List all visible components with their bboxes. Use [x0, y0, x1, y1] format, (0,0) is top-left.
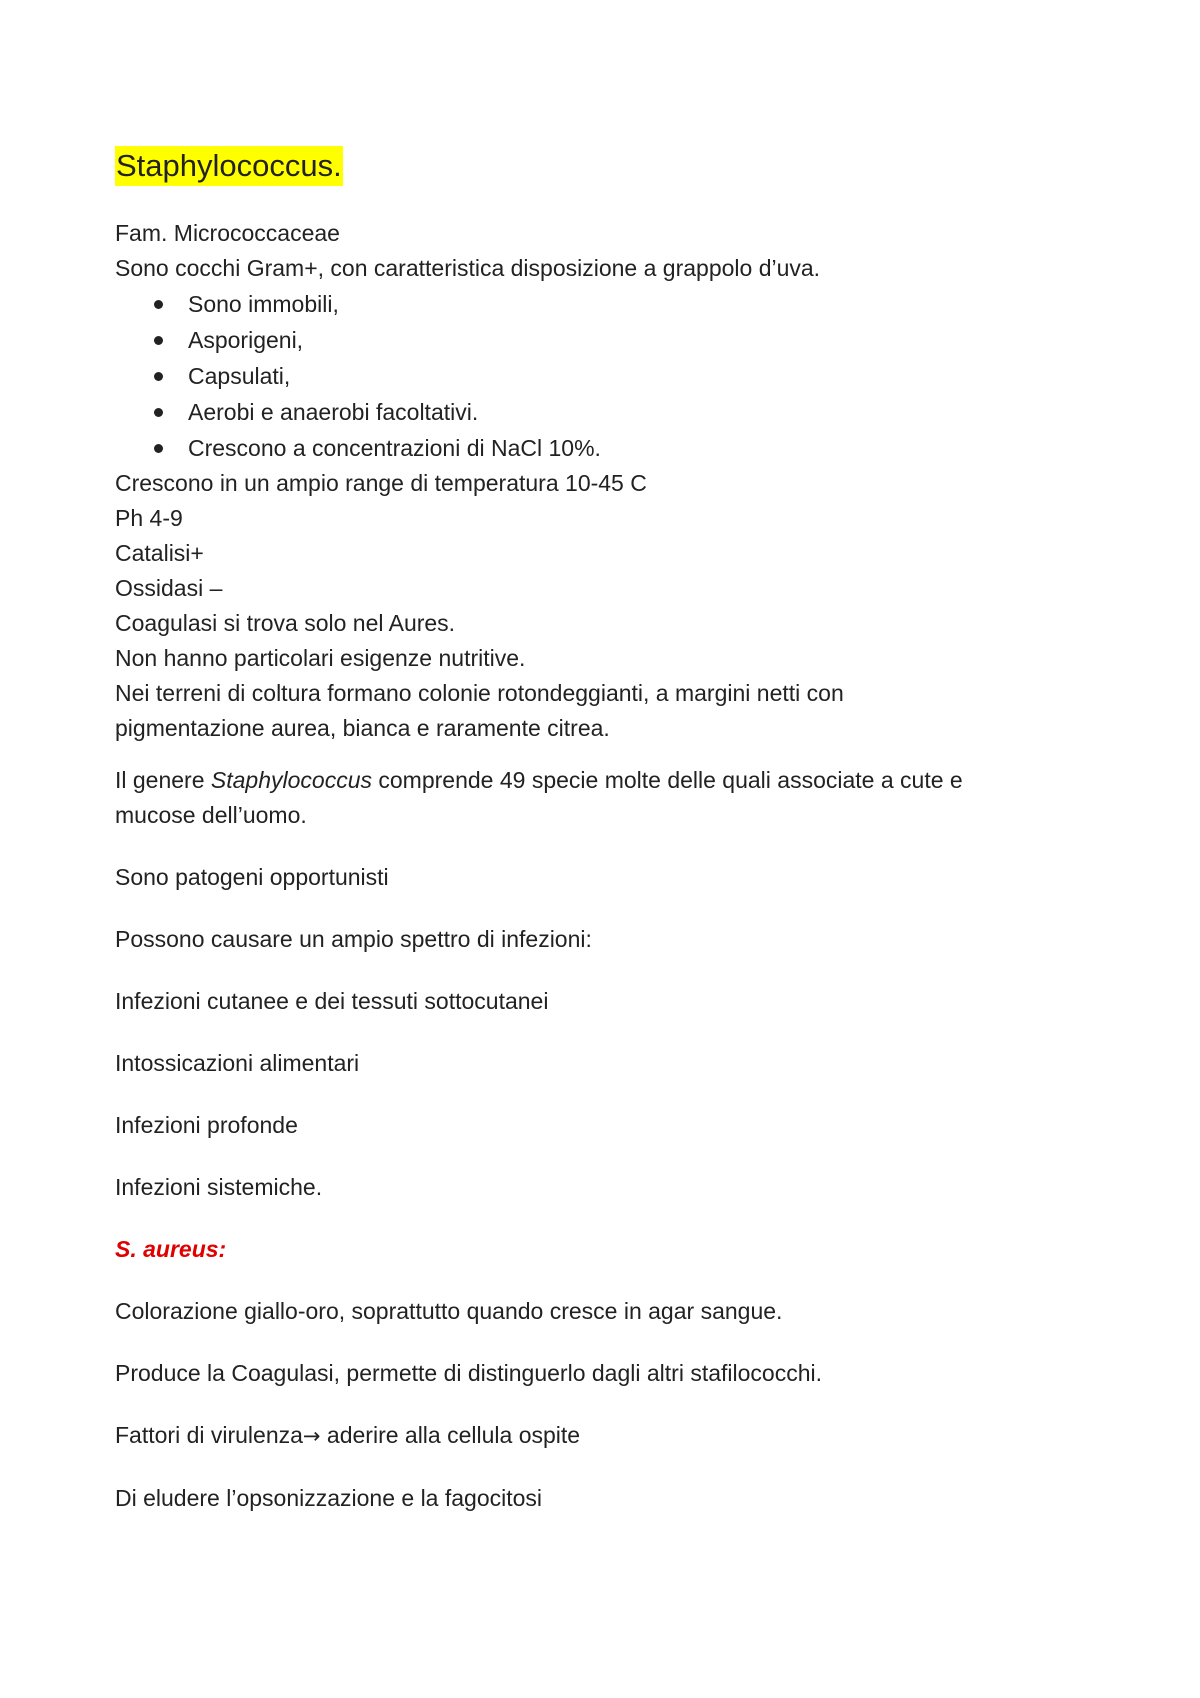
property-line: pigmentazione aurea, bianca e raramente citrea.: [115, 715, 610, 741]
bullet-icon: [154, 444, 163, 453]
paragraph: Di eludere l’opsonizzazione e la fagocitosi: [115, 1485, 543, 1511]
property-line: Catalisi+: [115, 540, 204, 566]
arrow-right-icon: →: [302, 1424, 321, 1448]
bullet-icon: [154, 336, 163, 345]
description-line: Sono cocchi Gram+, con caratteristica disposizione a grappolo d’uva.: [115, 255, 821, 281]
title-line: [115, 146, 1095, 186]
paragraph: Colorazione giallo-oro, soprattutto quando cresce in agar sangue.: [115, 1298, 783, 1324]
aureus-heading: S. aureus:: [115, 1236, 227, 1262]
list-item: Crescono a concentrazioni di NaCl 10%.: [115, 430, 1095, 466]
genus-paragraph: Il genere Staphylococcus comprende 49 specie molte delle quali associate a cute e mucose dell’uomo.: [115, 767, 963, 828]
genus-name: Staphylococcus: [210, 767, 372, 793]
list-item: Asporigeni,: [115, 322, 1095, 358]
list-item: Capsulati,: [115, 358, 1095, 394]
document-body: [115, 146, 1095, 1516]
property-line: Non hanno particolari esigenze nutritive.: [115, 645, 526, 671]
list-item: Aerobi e anaerobi facoltativi.: [115, 394, 1095, 430]
paragraph: Sono patogeni opportunisti: [115, 864, 389, 890]
family-line: Fam. Micrococcaceae: [115, 220, 340, 246]
document-title: Staphylococcus.: [115, 146, 343, 186]
property-line: Crescono in un ampio range di temperatura 10-45 C: [115, 470, 647, 496]
list-item: Sono immobili,: [115, 286, 1095, 322]
paragraph: Infezioni profonde: [115, 1112, 298, 1138]
properties-block: [115, 466, 1095, 746]
paragraph: Infezioni sistemiche.: [115, 1174, 323, 1200]
property-line: Coagulasi si trova solo nel Aures.: [115, 610, 456, 636]
paragraph: Infezioni cutanee e dei tessuti sottocutanei: [115, 988, 549, 1014]
property-line: Ph 4-9: [115, 505, 183, 531]
bullet-icon: [154, 372, 163, 381]
bullet-icon: [154, 408, 163, 417]
paragraph: Intossicazioni alimentari: [115, 1050, 360, 1076]
bullet-icon: [154, 300, 163, 309]
characteristics-list: [115, 286, 1095, 466]
paragraph: Produce la Coagulasi, permette di distinguerlo dagli altri stafilococchi.: [115, 1360, 822, 1386]
virulence-paragraph: Fattori di virulenza→ aderire alla cellula ospite: [115, 1422, 581, 1448]
property-line: Ossidasi –: [115, 575, 223, 601]
property-line: Nei terreni di coltura formano colonie rotondeggianti, a margini netti con: [115, 680, 844, 706]
paragraph: Possono causare un ampio spettro di infezioni:: [115, 926, 592, 952]
